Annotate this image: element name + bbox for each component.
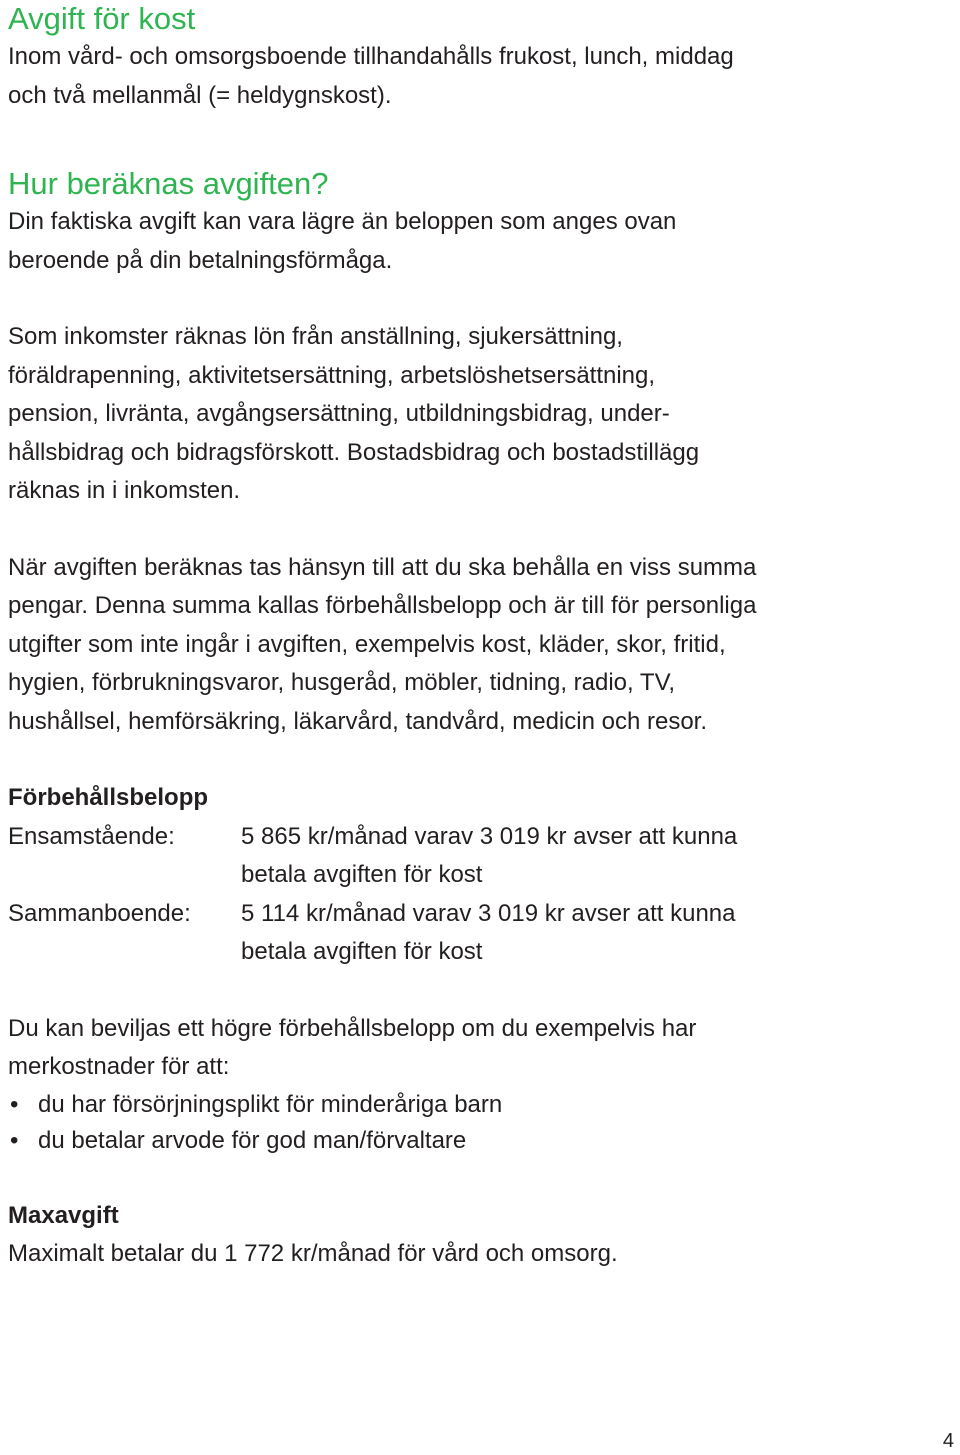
forbehall-label-sammanboende: Sammanboende: xyxy=(8,899,191,927)
inkomster-paragraph xyxy=(8,318,938,511)
inkomster-line: hållsbidrag och bidragsförskott. Bostadsbidrag och bostadstillägg xyxy=(8,438,700,466)
forbehallsbelopp-table xyxy=(8,818,938,972)
maxavgift-heading: Maxavgift xyxy=(8,1201,119,1229)
list-item xyxy=(8,1123,938,1159)
inkomster-line: räknas in i inkomsten. xyxy=(8,477,241,504)
forbehallsbelopp-heading: Förbehållsbelopp xyxy=(8,784,209,811)
inkomster-line: föräldrapenning, aktivitetsersättning, arbetslöshetsersättning, xyxy=(8,361,656,389)
kost-paragraph: Inom vård- och omsorgsboende tillhandahålls frukost, lunch, middag och två mellanmål (= heldygnskost). xyxy=(8,43,734,109)
inkomster-line: pension, livränta, avgångsersättning, utbildningsbidrag, under- xyxy=(8,400,670,427)
page-number: 4 xyxy=(942,1430,954,1452)
hogre-forbehallsbelopp-paragraph: Du kan beviljas ett högre förbehållsbelopp om du exempelvis har merkostnader för att: xyxy=(8,1014,697,1080)
forbehallsbelopp-explanation-paragraph: När avgiften beräknas tas hänsyn till att du ska behålla en viss summa pengar. Denna summa kallas förbehållsbelopp och är till för personliga utgifter som inte ingår i avgiften, exempelvis kost, kläder, skor, fritid, hygien, förbrukningsvaror, husgeråd, möbler, tidning, radio, TV, hushållsel, hemförsäkring, läkarvård, tandvård, medicin och resor. xyxy=(8,553,757,735)
section-heading-kost: Avgift för kost xyxy=(8,1,196,36)
betalningsformaga-paragraph: Din faktiska avgift kan vara lägre än beloppen som anges ovan beroende på din betalningsförmåga. xyxy=(8,208,677,274)
forbehall-value-sammanboende: 5 114 kr/månad varav 3 019 kr avser att kunna betala avgiften för kost xyxy=(241,899,736,965)
merkostnader-list xyxy=(8,1087,938,1159)
bullet-icon: • xyxy=(10,1126,19,1154)
inkomster-line: Som inkomster räknas lön från anställning, sjukersättning, xyxy=(8,323,623,350)
forbehall-value-ensamstaende: 5 865 kr/månad varav 3 019 kr avser att kunna betala avgiften för kost xyxy=(241,822,738,888)
forbehall-label-ensamstaende: Ensamstående: xyxy=(8,822,175,850)
list-item-text: du har försörjningsplikt för minderåriga barn xyxy=(38,1090,503,1118)
bullet-icon: • xyxy=(10,1090,19,1118)
list-item xyxy=(8,1087,938,1123)
maxavgift-paragraph: Maximalt betalar du 1 772 kr/månad för vård och omsorg. xyxy=(8,1240,618,1267)
list-item-text: du betalar arvode för god man/förvaltare xyxy=(38,1126,467,1154)
section-heading-berakning: Hur beräknas avgiften? xyxy=(8,166,329,201)
document-page xyxy=(8,0,938,1274)
